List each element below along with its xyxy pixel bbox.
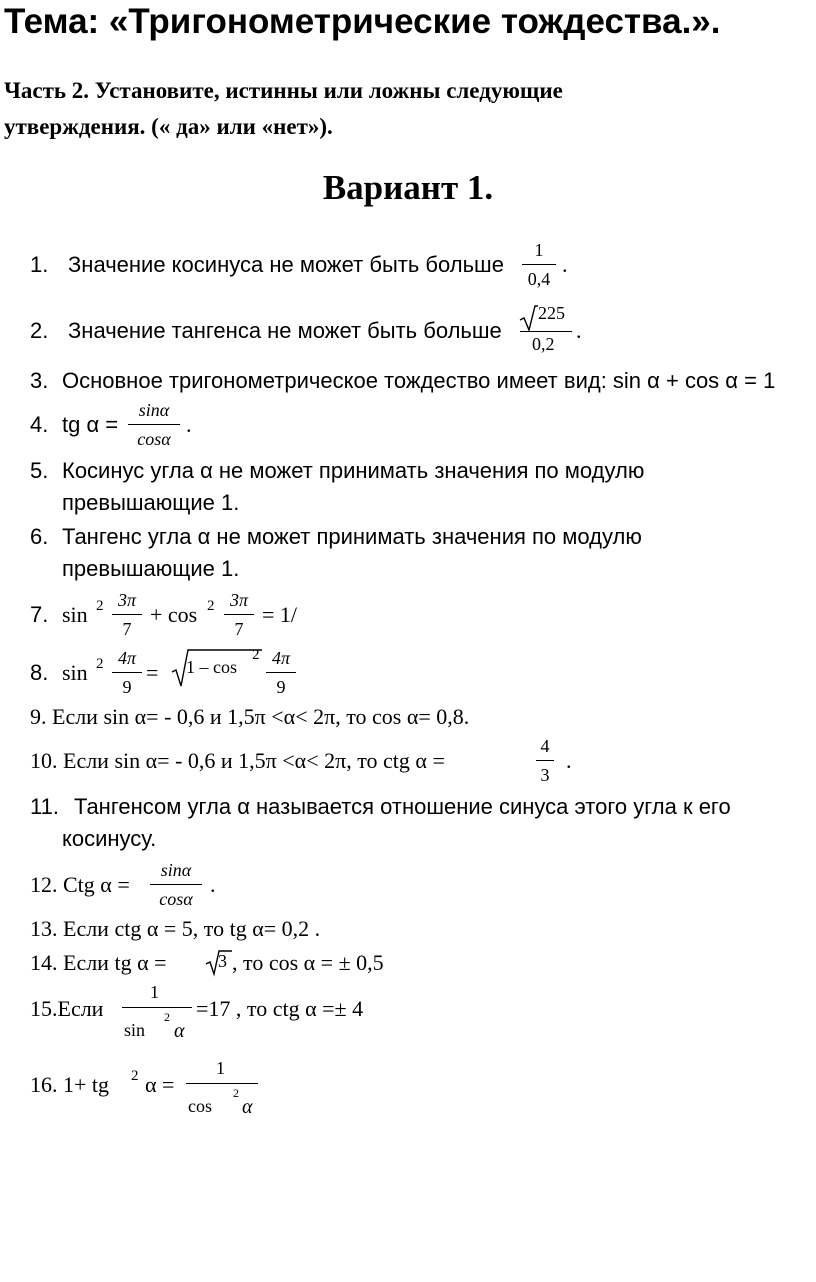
item-15-den-alpha: α: [174, 1020, 185, 1042]
item-4-fraction: [128, 398, 180, 451]
fraction-numerator: 3π: [117, 590, 137, 610]
item-12-text: 12. Ctg α =: [30, 872, 130, 897]
item-11-line-2: косинусу.: [62, 826, 157, 851]
item-10-tail: .: [566, 748, 572, 773]
item-16-exponent: 2: [131, 1068, 139, 1084]
item-15-tail: =17 , то ctg α =± 4: [196, 996, 364, 1021]
item-4-tail: .: [186, 412, 192, 437]
fraction-denominator: 9: [276, 677, 286, 697]
fraction-numerator: sinα: [160, 860, 192, 880]
fraction-denominator: 3: [540, 765, 550, 785]
item-7-fraction-1: [112, 588, 142, 641]
item-16-text-2: α =: [145, 1072, 175, 1097]
item-7-plus-cos: + cos: [150, 602, 198, 627]
fraction-bar: [128, 424, 180, 425]
fraction-denominator: 9: [122, 677, 132, 697]
item-15-den-exponent: 2: [164, 1010, 170, 1024]
fraction-denominator: 7: [234, 619, 244, 639]
sqrt-sign-icon: [518, 304, 538, 332]
item-2-number: 2.: [30, 318, 49, 343]
item-8-equals: =: [146, 660, 159, 685]
item-15-numerator: 1: [150, 982, 159, 1002]
instructions-line-1: Часть 2. Установите, истинны или ложны следующие: [4, 78, 563, 103]
fraction-denominator: 0,4: [527, 269, 551, 289]
item-7-sin: sin: [62, 602, 88, 627]
item-5-number: 5.: [30, 458, 49, 483]
fraction-bar: [150, 884, 202, 885]
item-14-radicand: 3: [218, 951, 227, 971]
item-12-tail: .: [210, 872, 216, 897]
item-16-numerator: 1: [216, 1058, 225, 1078]
fraction-bar: [522, 264, 556, 265]
fraction-numerator: 4π: [117, 648, 137, 668]
fraction-numerator: 3π: [229, 590, 249, 610]
fraction-bar: [266, 672, 296, 673]
item-1-tail: .: [562, 252, 568, 277]
item-9-text: 9. Если sin α= - 0,6 и 1,5π <α< 2π, то cos α= 0,8.: [30, 704, 470, 729]
item-14-tail: , то cos α = ± 0,5: [232, 950, 384, 975]
item-10-text: 10. Если sin α= - 0,6 и 1,5π <α< 2π, то ctg α =: [30, 748, 445, 773]
item-11-line-1: Тангенсом угла α называется отношение синуса этого угла к его: [74, 794, 731, 819]
variant-heading: Вариант 1.: [322, 168, 494, 207]
item-5-line-1: Косинус угла α не может принимать значения по модулю: [62, 458, 645, 483]
item-7-fraction-2: [224, 588, 254, 641]
item-7-tail: = 1/: [262, 602, 298, 627]
item-15-text: 15.Если: [30, 996, 104, 1021]
item-8-number: 8.: [30, 660, 49, 685]
item-7-number: 7.: [30, 602, 49, 627]
item-16-text: 16. 1+ tg: [30, 1072, 110, 1097]
fraction-bar: [520, 331, 572, 332]
fraction-numerator: 1: [534, 240, 544, 260]
item-12-fraction: [150, 858, 202, 911]
fraction-bar: [122, 1007, 192, 1008]
fraction-numerator: 4π: [271, 648, 291, 668]
item-7-exponent: 2: [207, 598, 215, 614]
item-8-fraction-1: [112, 646, 142, 699]
fraction-numerator: 4: [540, 736, 550, 756]
item-6-line-2: превышающие 1.: [62, 556, 240, 581]
item-11-number: 11.: [30, 794, 59, 819]
item-4-number: 4.: [30, 412, 49, 437]
item-15-den-sin: sin: [124, 1020, 146, 1040]
item-7-exponent: 2: [96, 598, 104, 614]
item-8-exponent: 2: [252, 647, 260, 663]
item-16-den-alpha: α: [242, 1096, 253, 1118]
item-2-tail: .: [576, 318, 582, 343]
item-6-number: 6.: [30, 524, 49, 549]
item-16-den-exponent: 2: [233, 1086, 239, 1100]
fraction-bar: [186, 1083, 258, 1084]
item-16-den-cos: cos: [188, 1096, 212, 1116]
fraction-bar: [112, 672, 142, 673]
item-8-exponent: 2: [96, 656, 104, 672]
fraction-denominator: cosα: [137, 429, 171, 449]
item-1-text: Значение косинуса не может быть больше: [68, 252, 504, 277]
instructions-line-2: утверждения. (« да» или «нет»).: [4, 114, 333, 139]
item-13-text: 13. Если ctg α = 5, то tg α= 0,2 .: [30, 916, 321, 941]
page-title: Тема: «Тригонометрические тождества.».: [4, 2, 721, 41]
fraction-numerator: sinα: [138, 400, 170, 420]
item-8-radicand: 1 – cos: [186, 657, 237, 677]
fraction-bar: [112, 614, 142, 615]
fraction-bar: [536, 760, 554, 761]
item-2-radicand: 225: [538, 303, 565, 323]
fraction-bar: [224, 614, 254, 615]
fraction-denominator: cosα: [159, 889, 193, 909]
item-1-fraction: [522, 238, 556, 291]
item-10-fraction: [536, 734, 554, 787]
item-8-fraction-2: [266, 646, 296, 699]
item-2-text: Значение тангенса не может быть больше: [68, 318, 502, 343]
item-3-text: Основное тригонометрическое тождество имеет вид: sin α + cos α = 1: [62, 368, 776, 393]
item-5-line-2: превышающие 1.: [62, 490, 240, 515]
item-3-number: 3.: [30, 368, 49, 393]
item-6-line-1: Тангенс угла α не может принимать значения по модулю: [62, 524, 642, 549]
item-14-text: 14. Если tg α =: [30, 950, 167, 975]
item-1-number: 1.: [30, 252, 49, 277]
item-4-text: tg α =: [62, 412, 119, 437]
item-8-sin: sin: [62, 660, 88, 685]
fraction-denominator: 7: [122, 619, 132, 639]
item-2-denominator: 0,2: [532, 334, 555, 354]
